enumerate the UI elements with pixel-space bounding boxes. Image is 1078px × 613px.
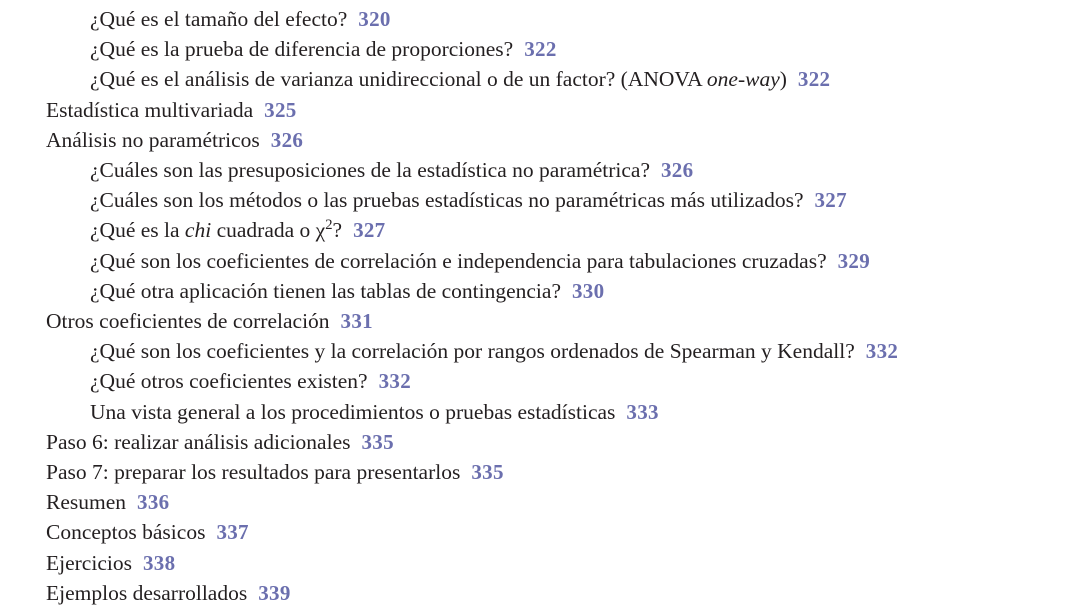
toc-entry-title: Una vista general a los procedimientos o pruebas estadísticas <box>90 399 616 424</box>
toc-entry[interactable] <box>0 517 1078 547</box>
toc-entry[interactable] <box>0 276 1078 306</box>
toc-entry-title: ¿Cuáles son las presuposiciones de la estadística no paramétrica? <box>90 158 650 183</box>
toc-entry-page-number: 330 <box>572 278 605 303</box>
toc-entry[interactable] <box>0 34 1078 64</box>
toc-entry[interactable] <box>0 427 1078 457</box>
toc-entry-page-number: 329 <box>837 248 871 273</box>
toc-entry-page-number: 333 <box>626 399 659 424</box>
toc-entry-title: Estadística multivariada <box>46 97 254 122</box>
toc-entry[interactable] <box>0 397 1078 427</box>
toc-entry-page-number: 325 <box>264 97 297 122</box>
toc-entry-page-number: 327 <box>814 188 847 213</box>
toc-entry-title: Ejercicios <box>46 550 132 575</box>
toc-entry-page-number: 320 <box>358 7 391 31</box>
toc-entry[interactable] <box>0 4 1078 34</box>
toc-entry-title: ¿Cuáles son los métodos o las pruebas estadísticas no paramétricas más utilizados? <box>90 188 804 213</box>
toc-entry-title: ¿Qué es el análisis de varianza unidireccional o de un factor? (ANOVA one-way) <box>90 67 787 92</box>
toc-entry[interactable] <box>0 336 1078 366</box>
toc-entry[interactable] <box>0 548 1078 578</box>
toc-entry[interactable] <box>0 215 1078 245</box>
toc-entry-page-number: 322 <box>524 37 557 62</box>
toc-entry-page-number: 337 <box>216 520 249 545</box>
toc-entry-title: ¿Qué son los coeficientes de correlación e independencia para tabulaciones cruzadas? <box>90 248 827 273</box>
toc-entry-page-number: 327 <box>353 218 386 243</box>
toc-entry[interactable] <box>0 64 1078 94</box>
toc-entry-page-number: 335 <box>471 460 504 485</box>
toc-entry-page-number: 335 <box>361 429 394 454</box>
toc-entry[interactable] <box>0 246 1078 276</box>
toc-entry[interactable] <box>0 306 1078 336</box>
toc-entry-title: Paso 6: realizar análisis adicionales <box>46 429 351 454</box>
toc-entry[interactable] <box>0 578 1078 608</box>
toc-entry-title: Resumen <box>46 490 127 515</box>
toc-entry-page-number: 339 <box>258 580 291 605</box>
toc-entry-title: Ejemplos desarrollados <box>46 580 248 605</box>
toc-entry[interactable] <box>0 487 1078 517</box>
toc-entry-page-number: 331 <box>340 309 373 334</box>
toc-entry-page-number: 336 <box>137 490 170 515</box>
toc-entry-page-number: 326 <box>270 127 304 152</box>
toc-entry-title: ¿Qué son los coeficientes y la correlación por rangos ordenados de Spearman y Kendall? <box>90 339 855 364</box>
toc-entry[interactable] <box>0 457 1078 487</box>
toc-entry-title: Conceptos básicos <box>46 520 206 545</box>
toc-entry[interactable] <box>0 125 1078 155</box>
toc-entry-title: ¿Qué otra aplicación tienen las tablas de contingencia? <box>90 278 561 303</box>
toc-entry[interactable] <box>0 155 1078 185</box>
toc-entry-title: ¿Qué es la prueba de diferencia de proporciones? <box>90 37 514 62</box>
toc-entry[interactable] <box>0 366 1078 396</box>
toc-entry-title: Paso 7: preparar los resultados para presentarlos <box>46 460 461 485</box>
toc-entry-title: Otros coeficientes de correlación <box>46 309 330 334</box>
toc-entry[interactable] <box>0 185 1078 215</box>
toc-entry-title: ¿Qué otros coeficientes existen? <box>90 369 368 394</box>
toc-entry-title: ¿Qué es el tamaño del efecto? <box>90 7 348 31</box>
toc-entry[interactable] <box>0 95 1078 125</box>
toc-entry-page-number: 332 <box>865 339 899 364</box>
toc-entry-page-number: 338 <box>142 550 176 575</box>
toc-entry-title: ¿Qué es la chi cuadrada o $\chi^2$? <box>90 217 343 243</box>
toc-entry-page-number: 326 <box>661 158 694 183</box>
toc-entry-page-number: 332 <box>378 369 411 394</box>
toc-entry-page-number: 322 <box>797 67 831 92</box>
toc-entry-title: Análisis no paramétricos <box>46 127 260 152</box>
